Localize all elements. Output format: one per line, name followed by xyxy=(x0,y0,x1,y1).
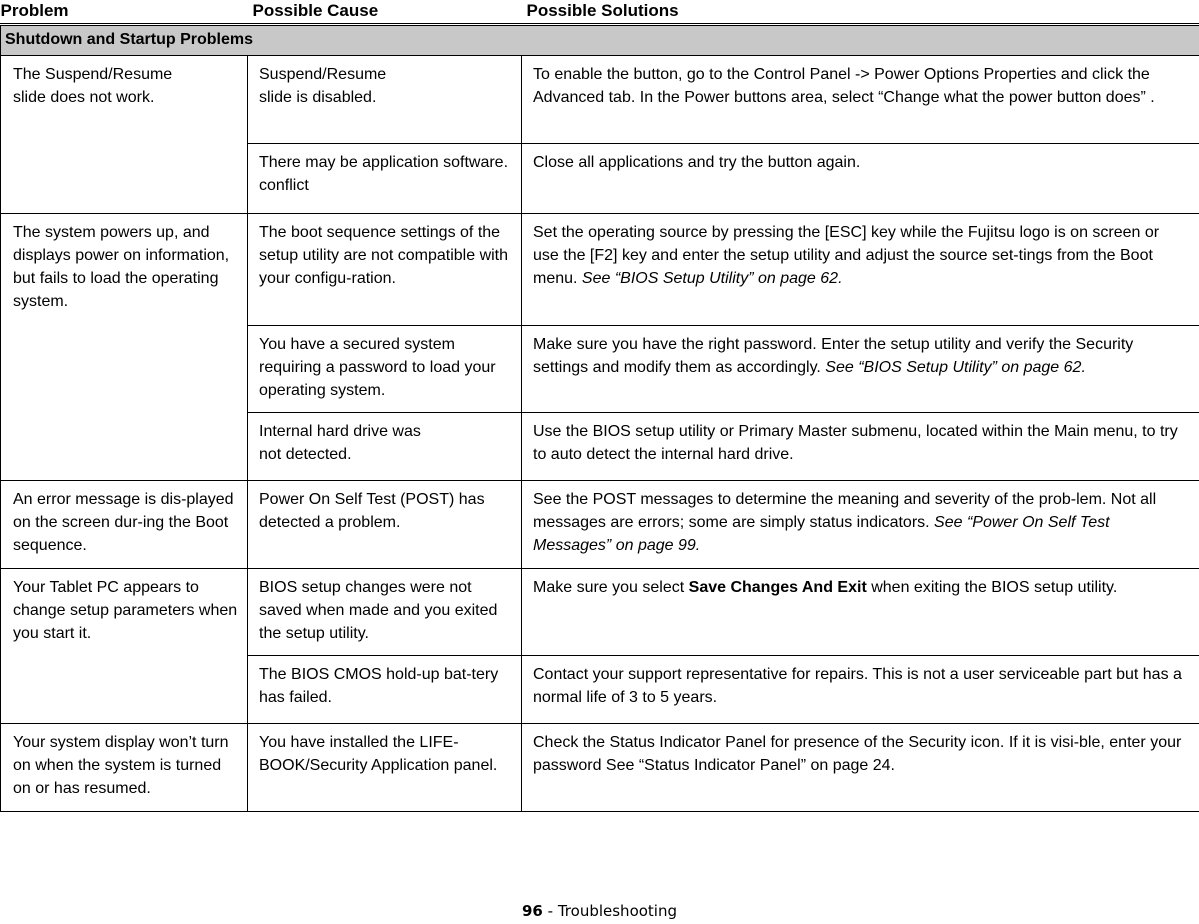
table-row xyxy=(1,214,1199,326)
cause-cell: The BIOS CMOS hold-up bat-tery has failed. xyxy=(248,656,522,724)
section-row xyxy=(1,25,1199,56)
cause-cell: The boot sequence settings of the setup utility are not compatible with your configu-ration. xyxy=(248,214,522,326)
footer-separator: - xyxy=(547,902,554,920)
problem-line-2: slide does not work. xyxy=(13,89,155,106)
emphasized-option: Save Changes And Exit xyxy=(688,579,867,596)
cause-line-2: not detected. xyxy=(259,446,352,463)
problem-cell: An error message is dis-played on the screen dur-ing the Boot sequence. xyxy=(1,481,248,569)
solution-cell xyxy=(522,481,1199,569)
problem-cell: Your Tablet PC appears to change setup parameters when you start it. xyxy=(1,569,248,724)
solution-cell xyxy=(522,214,1199,326)
cross-reference: See “BIOS Setup Utility” on page 62. xyxy=(825,359,1086,376)
solution-text: See the POST messages to determine the meaning and severity of the prob-lem. Not all messages are errors; some are simply status indicators. xyxy=(533,491,1157,531)
header-possible-solutions: Possible Solutions xyxy=(526,1,679,20)
page-number: 96 xyxy=(521,902,543,920)
section-title: Shutdown and Startup Problems xyxy=(1,25,1199,56)
footer-section: Troubleshooting xyxy=(557,902,677,920)
cause-cell: BIOS setup changes were not saved when made and you exited the setup utility. xyxy=(248,569,522,656)
table-row xyxy=(1,481,1199,569)
solution-text: Set the operating source by pressing the [ESC] key while the Fujitsu logo is on screen or use the [F2] key and enter the setup utility and adjust the source set-tings from the Boot menu. xyxy=(533,224,1160,287)
cause-line-2: slide is disabled. xyxy=(259,89,377,106)
problem-cell: Your system display won’t turn on when the system is turned on or has resumed. xyxy=(1,724,248,812)
solution-cell xyxy=(522,326,1199,413)
solution-text: Make sure you select xyxy=(533,579,685,596)
solution-cell xyxy=(522,569,1199,656)
solution-cell: Check the Status Indicator Panel for presence of the Security icon. If it is visi-ble, enter your password See “Status Indicator Panel” on page 24. xyxy=(522,724,1199,812)
table-row xyxy=(1,569,1199,656)
cause-cell xyxy=(248,413,522,481)
cause-cell xyxy=(248,56,522,144)
cause-line-1: Internal hard drive was xyxy=(259,423,421,440)
solution-text: Make sure you have the right password. Enter the setup utility and verify the Security settings and modify them as accordingly. xyxy=(533,336,1134,376)
cause-cell: There may be application software. conflict xyxy=(248,144,522,214)
solution-text: when exiting the BIOS setup utility. xyxy=(871,579,1118,596)
header-problem: Problem xyxy=(0,1,69,20)
cross-reference: See “BIOS Setup Utility” on page 62. xyxy=(581,270,843,287)
page-footer xyxy=(0,902,1199,920)
cause-line-1: Suspend/Resume xyxy=(259,66,387,83)
problem-line-1: The Suspend/Resume xyxy=(13,66,173,83)
table-row xyxy=(1,56,1199,144)
problem-cell: The system powers up, and displays power on information, but fails to load the operating system. xyxy=(1,214,248,481)
solution-cell: Contact your support representative for repairs. This is not a user serviceable part but has a normal life of 3 to 5 years. xyxy=(522,656,1199,724)
problem-cell xyxy=(1,56,248,214)
solution-cell: Use the BIOS setup utility or Primary Master submenu, located within the Main menu, to try to auto detect the internal hard drive. xyxy=(522,413,1199,481)
solution-cell: To enable the button, go to the Control Panel -> Power Options Properties and click the Advanced tab. In the Power buttons area, select “Change what the power button does” . xyxy=(522,56,1199,144)
solution-cell: Close all applications and try the button again. xyxy=(522,144,1199,214)
table-row xyxy=(1,724,1199,812)
cause-cell: You have a secured system requiring a password to load your operating system. xyxy=(248,326,522,413)
cause-cell: You have installed the LIFE-BOOK/Security Application panel. xyxy=(248,724,522,812)
table-header-row xyxy=(1,0,1199,25)
cause-cell: Power On Self Test (POST) has detected a problem. xyxy=(248,481,522,569)
header-possible-cause: Possible Cause xyxy=(252,1,379,20)
cross-reference: See “Power On Self Test Messages” on page 99. xyxy=(533,514,1110,554)
